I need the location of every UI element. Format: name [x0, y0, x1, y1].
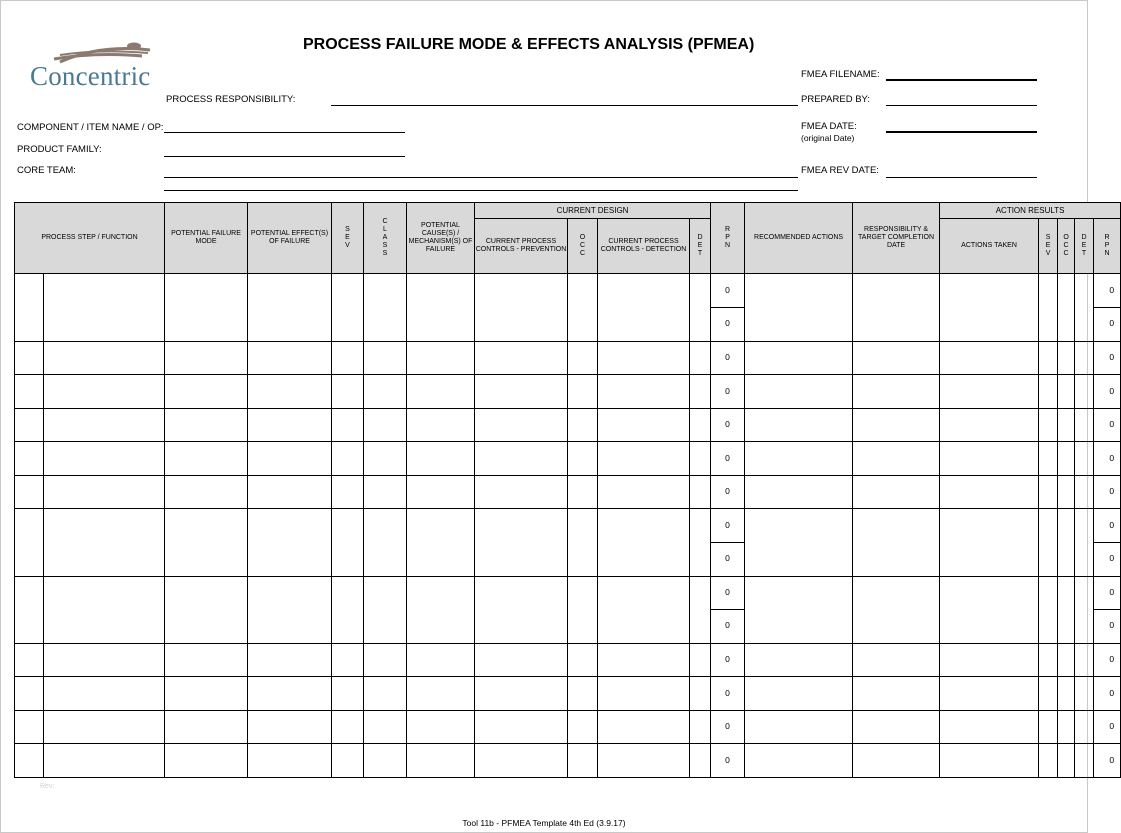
- cell-new-occ[interactable]: [1058, 744, 1075, 778]
- cell-det[interactable]: [690, 442, 711, 476]
- cell-new-det[interactable]: [1075, 576, 1094, 643]
- cell-index[interactable]: [15, 576, 44, 643]
- cell-sev[interactable]: [332, 509, 364, 576]
- header-effects: POTENTIAL EFFECT(S) OF FAILURE: [248, 203, 332, 274]
- cell-rpn[interactable]: 0: [711, 710, 745, 744]
- cell-effects[interactable]: [248, 408, 332, 442]
- cell-responsibility[interactable]: [853, 341, 940, 375]
- cell-causes[interactable]: [407, 442, 475, 476]
- cell-prevention[interactable]: [475, 677, 568, 711]
- cell-new-occ[interactable]: [1058, 475, 1075, 509]
- cell-detection[interactable]: [598, 710, 690, 744]
- cell-class[interactable]: [364, 509, 407, 576]
- cell-causes[interactable]: [407, 710, 475, 744]
- cell-sev[interactable]: [332, 408, 364, 442]
- cell-rpn[interactable]: 0: [711, 274, 745, 308]
- original-date-label: (original Date): [801, 133, 855, 143]
- cell-class[interactable]: [364, 341, 407, 375]
- cell-new-sev[interactable]: [1039, 643, 1058, 677]
- fmea-rev-date-field[interactable]: [886, 177, 1037, 178]
- cell-responsibility[interactable]: [853, 375, 940, 409]
- cell-occ[interactable]: [568, 408, 598, 442]
- cell-new-occ[interactable]: [1058, 341, 1075, 375]
- cell-recommended-actions[interactable]: [745, 744, 853, 778]
- cell-detection[interactable]: [598, 677, 690, 711]
- cell-new-occ[interactable]: [1058, 274, 1075, 341]
- core-team-label: CORE TEAM:: [17, 165, 76, 176]
- cell-rpn[interactable]: 0: [711, 610, 745, 644]
- cell-new-sev[interactable]: [1039, 375, 1058, 409]
- header-class: C L A S S: [364, 203, 407, 274]
- cell-causes[interactable]: [407, 375, 475, 409]
- cell-class[interactable]: [364, 576, 407, 643]
- cell-process-step[interactable]: [44, 509, 165, 576]
- header-detection: CURRENT PROCESS CONTROLS - DETECTION: [598, 219, 690, 274]
- cell-new-det[interactable]: [1075, 408, 1094, 442]
- cell-new-det[interactable]: [1075, 677, 1094, 711]
- component-label: COMPONENT / ITEM NAME / OP:: [17, 122, 164, 133]
- cell-failure-mode[interactable]: [165, 509, 248, 576]
- cell-recommended-actions[interactable]: [745, 408, 853, 442]
- product-family-field[interactable]: [164, 156, 405, 157]
- header-actions-taken: ACTIONS TAKEN: [940, 219, 1039, 274]
- cell-det[interactable]: [690, 710, 711, 744]
- cell-failure-mode[interactable]: [165, 710, 248, 744]
- core-team-field-2[interactable]: [164, 190, 798, 191]
- header-det: D E T: [690, 219, 711, 274]
- cell-index[interactable]: [15, 475, 44, 509]
- cell-class[interactable]: [364, 677, 407, 711]
- table-row: [15, 677, 1121, 711]
- cell-new-rpn[interactable]: 0: [1094, 442, 1121, 476]
- table-row: [15, 710, 1121, 744]
- header-rpn: R P N: [711, 203, 745, 274]
- cell-new-occ[interactable]: [1058, 509, 1075, 576]
- cell-sev[interactable]: [332, 442, 364, 476]
- cell-occ[interactable]: [568, 677, 598, 711]
- cell-occ[interactable]: [568, 341, 598, 375]
- header-current-design: CURRENT DESIGN: [475, 203, 711, 219]
- cell-causes[interactable]: [407, 643, 475, 677]
- cell-actions-taken[interactable]: [940, 408, 1039, 442]
- cell-occ[interactable]: [568, 744, 598, 778]
- cell-process-step[interactable]: [44, 677, 165, 711]
- cell-new-det[interactable]: [1075, 442, 1094, 476]
- cell-det[interactable]: [690, 408, 711, 442]
- cell-new-occ[interactable]: [1058, 710, 1075, 744]
- cell-responsibility[interactable]: [853, 475, 940, 509]
- cell-prevention[interactable]: [475, 375, 568, 409]
- cell-failure-mode[interactable]: [165, 576, 248, 643]
- cell-new-rpn[interactable]: 0: [1094, 375, 1121, 409]
- cell-occ[interactable]: [568, 710, 598, 744]
- cell-index[interactable]: [15, 274, 44, 341]
- cell-class[interactable]: [364, 643, 407, 677]
- cell-responsibility[interactable]: [853, 744, 940, 778]
- header-failure-mode: POTENTIAL FAILURE MODE: [165, 203, 248, 274]
- table-row: [15, 341, 1121, 375]
- cell-rpn[interactable]: 0: [711, 576, 745, 610]
- cell-responsibility[interactable]: [853, 274, 940, 341]
- cell-occ[interactable]: [568, 475, 598, 509]
- cell-actions-taken[interactable]: [940, 375, 1039, 409]
- cell-detection[interactable]: [598, 643, 690, 677]
- header-new-occ: O C C: [1058, 219, 1075, 274]
- cell-prevention[interactable]: [475, 274, 568, 341]
- cell-actions-taken[interactable]: [940, 643, 1039, 677]
- cell-index[interactable]: [15, 710, 44, 744]
- cell-effects[interactable]: [248, 576, 332, 643]
- fmea-filename-field[interactable]: [886, 79, 1037, 81]
- header-new-sev: S E V: [1039, 219, 1058, 274]
- cell-process-step[interactable]: [44, 744, 165, 778]
- cell-new-occ[interactable]: [1058, 576, 1075, 643]
- cell-process-step[interactable]: [44, 710, 165, 744]
- cell-effects[interactable]: [248, 475, 332, 509]
- cell-new-det[interactable]: [1075, 744, 1094, 778]
- watermark: Rev:: [40, 783, 55, 790]
- cell-failure-mode[interactable]: [165, 341, 248, 375]
- cell-rpn[interactable]: 0: [711, 442, 745, 476]
- cell-actions-taken[interactable]: [940, 509, 1039, 576]
- cell-process-step[interactable]: [44, 341, 165, 375]
- cell-causes[interactable]: [407, 408, 475, 442]
- cell-detection[interactable]: [598, 274, 690, 341]
- cell-new-sev[interactable]: [1039, 341, 1058, 375]
- cell-sev[interactable]: [332, 274, 364, 341]
- cell-new-det[interactable]: [1075, 375, 1094, 409]
- cell-occ[interactable]: [568, 442, 598, 476]
- cell-failure-mode[interactable]: [165, 274, 248, 341]
- cell-process-step[interactable]: [44, 643, 165, 677]
- cell-new-det[interactable]: [1075, 509, 1094, 576]
- cell-process-step[interactable]: [44, 442, 165, 476]
- cell-detection[interactable]: [598, 341, 690, 375]
- header-responsibility: RESPONSIBILITY & TARGET COMPLETION DATE: [853, 203, 940, 274]
- cell-new-sev[interactable]: [1039, 710, 1058, 744]
- header-recommended-actions: RECOMMENDED ACTIONS: [745, 203, 853, 274]
- prepared-by-label: PREPARED BY:: [801, 94, 870, 105]
- cell-class[interactable]: [364, 710, 407, 744]
- cell-recommended-actions[interactable]: [745, 274, 853, 341]
- cell-prevention[interactable]: [475, 710, 568, 744]
- cell-causes[interactable]: [407, 341, 475, 375]
- core-team-field[interactable]: [164, 177, 798, 178]
- cell-new-sev[interactable]: [1039, 509, 1058, 576]
- cell-actions-taken[interactable]: [940, 710, 1039, 744]
- cell-occ[interactable]: [568, 643, 598, 677]
- cell-det[interactable]: [690, 677, 711, 711]
- cell-effects[interactable]: [248, 375, 332, 409]
- cell-actions-taken[interactable]: [940, 475, 1039, 509]
- cell-prevention[interactable]: [475, 408, 568, 442]
- cell-responsibility[interactable]: [853, 643, 940, 677]
- cell-causes[interactable]: [407, 576, 475, 643]
- cell-new-rpn[interactable]: 0: [1094, 509, 1121, 543]
- header-process-step: PROCESS STEP / FUNCTION: [15, 203, 165, 274]
- cell-sev[interactable]: [332, 744, 364, 778]
- cell-rpn[interactable]: 0: [711, 308, 745, 342]
- cell-index[interactable]: [15, 408, 44, 442]
- cell-new-rpn[interactable]: 0: [1094, 408, 1121, 442]
- cell-new-det[interactable]: [1075, 643, 1094, 677]
- cell-causes[interactable]: [407, 475, 475, 509]
- cell-prevention[interactable]: [475, 475, 568, 509]
- cell-occ[interactable]: [568, 274, 598, 341]
- cell-recommended-actions[interactable]: [745, 475, 853, 509]
- page-title: PROCESS FAILURE MODE & EFFECTS ANALYSIS (PFMEA): [303, 36, 755, 53]
- cell-occ[interactable]: [568, 375, 598, 409]
- table-row: [15, 576, 1121, 610]
- cell-det[interactable]: [690, 576, 711, 643]
- header-causes: POTENTIAL CAUSE(S) / MECHANISM(S) OF FAILURE: [407, 203, 475, 274]
- cell-new-det[interactable]: [1075, 710, 1094, 744]
- cell-effects[interactable]: [248, 643, 332, 677]
- cell-detection[interactable]: [598, 475, 690, 509]
- cell-detection[interactable]: [598, 509, 690, 576]
- cell-new-occ[interactable]: [1058, 408, 1075, 442]
- cell-new-rpn[interactable]: 0: [1094, 274, 1121, 308]
- cell-index[interactable]: [15, 509, 44, 576]
- cell-new-det[interactable]: [1075, 475, 1094, 509]
- cell-new-rpn[interactable]: 0: [1094, 308, 1121, 342]
- cell-new-occ[interactable]: [1058, 677, 1075, 711]
- fmea-date-field[interactable]: [886, 131, 1037, 133]
- cell-rpn[interactable]: 0: [711, 475, 745, 509]
- cell-index[interactable]: [15, 744, 44, 778]
- cell-prevention[interactable]: [475, 509, 568, 576]
- cell-class[interactable]: [364, 375, 407, 409]
- cell-class[interactable]: [364, 475, 407, 509]
- footer-text: Tool 11b - PFMEA Template 4th Ed (3.9.17): [462, 818, 626, 828]
- process-responsibility-field[interactable]: [331, 105, 798, 106]
- cell-det[interactable]: [690, 744, 711, 778]
- cell-process-step[interactable]: [44, 408, 165, 442]
- cell-sev[interactable]: [332, 710, 364, 744]
- cell-new-sev[interactable]: [1039, 744, 1058, 778]
- header-occ: O C C: [568, 219, 598, 274]
- cell-process-step[interactable]: [44, 576, 165, 643]
- cell-causes[interactable]: [407, 744, 475, 778]
- cell-new-rpn[interactable]: 0: [1094, 677, 1121, 711]
- header-new-rpn: R P N: [1094, 219, 1121, 274]
- header-new-det: D E T: [1075, 219, 1094, 274]
- cell-failure-mode[interactable]: [165, 442, 248, 476]
- cell-class[interactable]: [364, 442, 407, 476]
- cell-detection[interactable]: [598, 442, 690, 476]
- cell-new-sev[interactable]: [1039, 576, 1058, 643]
- cell-failure-mode[interactable]: [165, 475, 248, 509]
- process-responsibility-label: PROCESS RESPONSIBILITY:: [166, 94, 296, 105]
- cell-recommended-actions[interactable]: [745, 509, 853, 576]
- cell-process-step[interactable]: [44, 375, 165, 409]
- cell-class[interactable]: [364, 274, 407, 341]
- cell-actions-taken[interactable]: [940, 274, 1039, 341]
- cell-new-occ[interactable]: [1058, 643, 1075, 677]
- cell-detection[interactable]: [598, 375, 690, 409]
- cell-new-det[interactable]: [1075, 341, 1094, 375]
- table-body: [15, 274, 1121, 778]
- cell-responsibility[interactable]: [853, 442, 940, 476]
- cell-new-sev[interactable]: [1039, 274, 1058, 341]
- cell-new-rpn[interactable]: 0: [1094, 475, 1121, 509]
- cell-failure-mode[interactable]: [165, 643, 248, 677]
- table-row: [15, 509, 1121, 543]
- cell-new-sev[interactable]: [1039, 442, 1058, 476]
- header-sev: S E V: [332, 203, 364, 274]
- cell-failure-mode[interactable]: [165, 677, 248, 711]
- cell-new-rpn[interactable]: 0: [1094, 744, 1121, 778]
- cell-sev[interactable]: [332, 475, 364, 509]
- cell-index[interactable]: [15, 442, 44, 476]
- cell-prevention[interactable]: [475, 576, 568, 643]
- cell-new-occ[interactable]: [1058, 442, 1075, 476]
- cell-new-sev[interactable]: [1039, 475, 1058, 509]
- header-prevention: CURRENT PROCESS CONTROLS - PREVENTION: [475, 219, 568, 274]
- cell-index[interactable]: [15, 375, 44, 409]
- cell-new-rpn[interactable]: 0: [1094, 576, 1121, 610]
- cell-det[interactable]: [690, 475, 711, 509]
- fmea-filename-label: FMEA FILENAME:: [801, 69, 880, 80]
- table-row: [15, 274, 1121, 308]
- cell-actions-taken[interactable]: [940, 341, 1039, 375]
- cell-process-step[interactable]: [44, 475, 165, 509]
- table-row: [15, 375, 1121, 409]
- fmea-rev-date-label: FMEA REV DATE:: [801, 165, 879, 176]
- cell-recommended-actions[interactable]: [745, 710, 853, 744]
- component-field[interactable]: [164, 132, 405, 133]
- cell-detection[interactable]: [598, 408, 690, 442]
- cell-rpn[interactable]: 0: [711, 375, 745, 409]
- cell-sev[interactable]: [332, 341, 364, 375]
- cell-failure-mode[interactable]: [165, 744, 248, 778]
- cell-recommended-actions[interactable]: [745, 442, 853, 476]
- cell-det[interactable]: [690, 509, 711, 576]
- cell-responsibility[interactable]: [853, 408, 940, 442]
- cell-det[interactable]: [690, 341, 711, 375]
- cell-effects[interactable]: [248, 677, 332, 711]
- cell-index[interactable]: [15, 341, 44, 375]
- cell-new-rpn[interactable]: 0: [1094, 341, 1121, 375]
- cell-prevention[interactable]: [475, 442, 568, 476]
- cell-responsibility[interactable]: [853, 677, 940, 711]
- cell-new-sev[interactable]: [1039, 677, 1058, 711]
- cell-rpn[interactable]: 0: [711, 341, 745, 375]
- cell-index[interactable]: [15, 677, 44, 711]
- cell-causes[interactable]: [407, 677, 475, 711]
- cell-new-sev[interactable]: [1039, 408, 1058, 442]
- fmea-date-label: FMEA DATE:: [801, 121, 857, 132]
- cell-sev[interactable]: [332, 643, 364, 677]
- table-row: [15, 475, 1121, 509]
- cell-effects[interactable]: [248, 509, 332, 576]
- cell-effects[interactable]: [248, 341, 332, 375]
- cell-responsibility[interactable]: [853, 509, 940, 576]
- cell-new-rpn[interactable]: 0: [1094, 542, 1121, 576]
- cell-effects[interactable]: [248, 442, 332, 476]
- cell-rpn[interactable]: 0: [711, 744, 745, 778]
- cell-rpn[interactable]: 0: [711, 677, 745, 711]
- cell-sev[interactable]: [332, 677, 364, 711]
- prepared-by-field[interactable]: [886, 105, 1037, 106]
- cell-recommended-actions[interactable]: [745, 643, 853, 677]
- pfmea-table: [14, 202, 1121, 778]
- cell-rpn[interactable]: 0: [711, 408, 745, 442]
- cell-rpn[interactable]: 0: [711, 542, 745, 576]
- cell-detection[interactable]: [598, 576, 690, 643]
- cell-recommended-actions[interactable]: [745, 576, 853, 643]
- cell-new-rpn[interactable]: 0: [1094, 610, 1121, 644]
- cell-rpn[interactable]: 0: [711, 643, 745, 677]
- cell-recommended-actions[interactable]: [745, 341, 853, 375]
- table-row: [15, 442, 1121, 476]
- cell-causes[interactable]: [407, 274, 475, 341]
- table-row: [15, 643, 1121, 677]
- cell-occ[interactable]: [568, 509, 598, 576]
- cell-actions-taken[interactable]: [940, 442, 1039, 476]
- cell-new-rpn[interactable]: 0: [1094, 643, 1121, 677]
- cell-sev[interactable]: [332, 576, 364, 643]
- product-family-label: PRODUCT FAMILY:: [17, 144, 102, 155]
- cell-det[interactable]: [690, 643, 711, 677]
- cell-new-occ[interactable]: [1058, 375, 1075, 409]
- cell-effects[interactable]: [248, 710, 332, 744]
- cell-rpn[interactable]: 0: [711, 509, 745, 543]
- cell-effects[interactable]: [248, 744, 332, 778]
- cell-det[interactable]: [690, 375, 711, 409]
- cell-prevention[interactable]: [475, 643, 568, 677]
- cell-causes[interactable]: [407, 509, 475, 576]
- cell-failure-mode[interactable]: [165, 408, 248, 442]
- cell-det[interactable]: [690, 274, 711, 341]
- cell-process-step[interactable]: [44, 274, 165, 341]
- cell-occ[interactable]: [568, 576, 598, 643]
- cell-index[interactable]: [15, 643, 44, 677]
- cell-new-det[interactable]: [1075, 274, 1094, 341]
- cell-detection[interactable]: [598, 744, 690, 778]
- cell-actions-taken[interactable]: [940, 576, 1039, 643]
- cell-responsibility[interactable]: [853, 710, 940, 744]
- cell-recommended-actions[interactable]: [745, 375, 853, 409]
- cell-effects[interactable]: [248, 274, 332, 341]
- cell-new-rpn[interactable]: 0: [1094, 710, 1121, 744]
- cell-recommended-actions[interactable]: [745, 677, 853, 711]
- table-row: [15, 744, 1121, 778]
- cell-prevention[interactable]: [475, 341, 568, 375]
- cell-prevention[interactable]: [475, 744, 568, 778]
- logo-text: Concentric: [30, 61, 151, 91]
- cell-failure-mode[interactable]: [165, 375, 248, 409]
- cell-actions-taken[interactable]: [940, 677, 1039, 711]
- cell-class[interactable]: [364, 408, 407, 442]
- cell-class[interactable]: [364, 744, 407, 778]
- cell-actions-taken[interactable]: [940, 744, 1039, 778]
- table-row: [15, 408, 1121, 442]
- cell-sev[interactable]: [332, 375, 364, 409]
- cell-responsibility[interactable]: [853, 576, 940, 643]
- header-action-results: ACTION RESULTS: [940, 203, 1121, 219]
